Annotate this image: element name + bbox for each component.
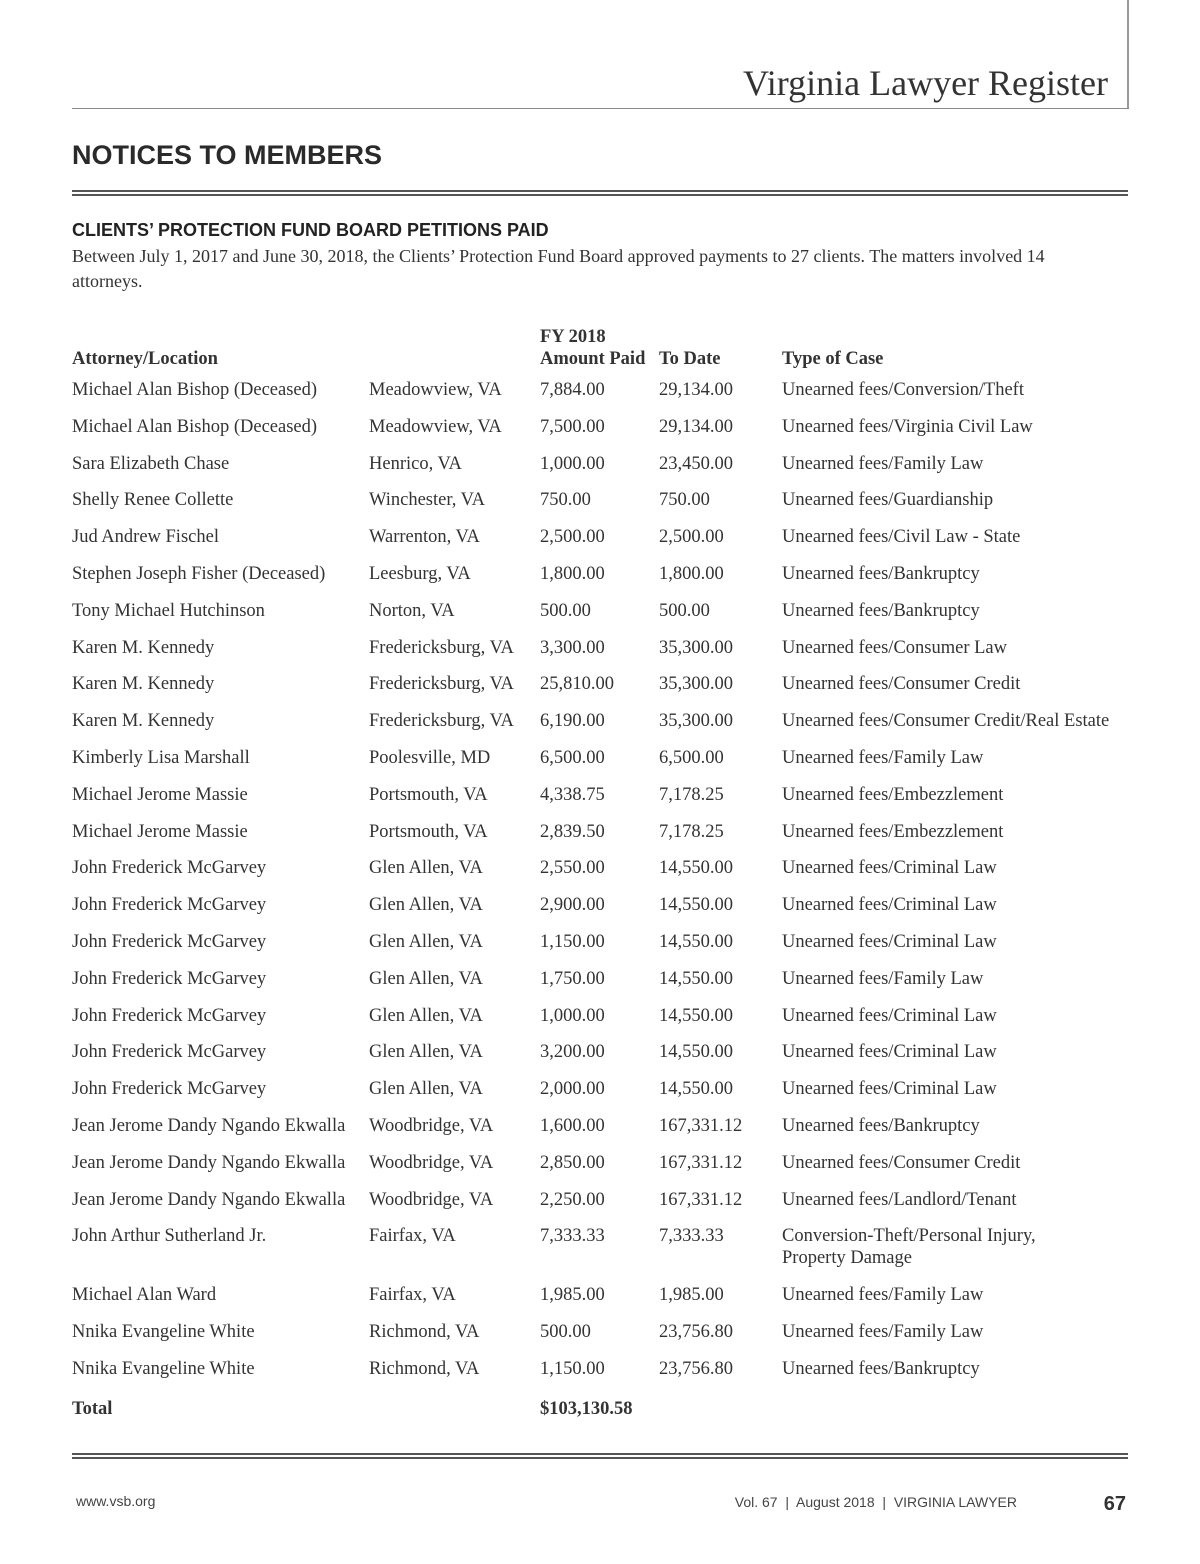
- cell-type: Unearned fees/Civil Law - State: [782, 527, 1021, 548]
- table-row: [72, 814, 1127, 851]
- cell-location: Richmond, VA: [369, 1358, 480, 1379]
- cell-location: Glen Allen, VA: [369, 968, 483, 989]
- cell-attorney: Michael Alan Bishop (Deceased): [72, 416, 318, 437]
- cell-amount: 2,250.00: [540, 1189, 605, 1210]
- cell-attorney: Jean Jerome Dandy Ngando Ekwalla: [72, 1189, 346, 1210]
- cell-type: Unearned fees/Family Law: [782, 1322, 984, 1343]
- cell-amount: 1,985.00: [540, 1285, 605, 1306]
- table-row: [72, 998, 1127, 1035]
- cell-location: Woodbridge, VA: [369, 1152, 494, 1173]
- cell-type: Unearned fees/Criminal Law: [782, 895, 997, 916]
- table-row: [72, 556, 1127, 593]
- table-header-row: [72, 322, 1127, 372]
- table-row: [72, 519, 1127, 556]
- cell-type: Unearned fees/Bankruptcy: [782, 1115, 980, 1136]
- cell-amount: 500.00: [540, 1322, 591, 1343]
- total-label: Total: [72, 1398, 113, 1419]
- total-row: [72, 1388, 1127, 1425]
- cell-amount: 2,550.00: [540, 858, 605, 879]
- cell-location: Winchester, VA: [369, 490, 486, 511]
- header-amount: [540, 322, 659, 372]
- cell-attorney: Kimberly Lisa Marshall: [72, 747, 250, 768]
- cell-attorney: John Frederick McGarvey: [72, 858, 267, 879]
- cell-to-date: 1,800.00: [659, 563, 724, 584]
- cell-type: Unearned fees/Guardianship: [782, 490, 994, 511]
- cell-to-date: 14,550.00: [659, 858, 733, 879]
- cell-type: Unearned fees/Family Law: [782, 968, 984, 989]
- cell-to-date: 7,178.25: [659, 821, 724, 842]
- cell-type: Unearned fees/Conversion/Theft: [782, 380, 1024, 400]
- table-row: [72, 1277, 1127, 1314]
- cell-amount: 2,000.00: [540, 1079, 605, 1100]
- masthead-rule: [72, 108, 1129, 109]
- table-row: [72, 1145, 1127, 1182]
- total-amount: $103,130.58: [540, 1398, 633, 1419]
- cell-attorney: Nnika Evangeline White: [72, 1358, 255, 1379]
- cell-to-date: 167,331.12: [659, 1115, 743, 1136]
- cell-attorney: John Frederick McGarvey: [72, 968, 267, 989]
- cell-attorney: Michael Alan Bishop (Deceased): [72, 380, 318, 400]
- cell-location: Glen Allen, VA: [369, 1005, 483, 1026]
- cell-attorney: John Frederick McGarvey: [72, 1079, 267, 1100]
- cell-type: Unearned fees/Bankruptcy: [782, 1358, 980, 1379]
- cell-type: Unearned fees/Criminal Law: [782, 1042, 997, 1063]
- header-to-date: To Date: [659, 349, 721, 369]
- cell-attorney: Shelly Renee Collette: [72, 490, 234, 511]
- total-empty-3: [782, 1388, 1127, 1425]
- cell-amount: 1,750.00: [540, 968, 605, 989]
- header-attorney: Attorney/Location: [72, 349, 218, 369]
- cell-amount: 2,900.00: [540, 895, 605, 916]
- cell-amount: 750.00: [540, 490, 591, 511]
- table-row: [72, 372, 1127, 409]
- cell-type: [782, 1218, 1127, 1277]
- cell-amount: 2,839.50: [540, 821, 605, 842]
- cell-amount: 2,850.00: [540, 1152, 605, 1173]
- cell-amount: 1,600.00: [540, 1115, 605, 1136]
- cell-location: Woodbridge, VA: [369, 1115, 494, 1136]
- cell-amount: 2,500.00: [540, 527, 605, 548]
- table-row: [72, 1182, 1127, 1219]
- cell-attorney: Tony Michael Hutchinson: [72, 600, 265, 621]
- cell-amount: 25,810.00: [540, 674, 614, 695]
- table-row: [72, 409, 1127, 446]
- table-row: [72, 1071, 1127, 1108]
- cell-attorney: Stephen Joseph Fisher (Deceased): [72, 563, 326, 584]
- petitions-table: [72, 322, 1127, 1425]
- cell-to-date: 500.00: [659, 600, 710, 621]
- cell-location: Glen Allen, VA: [369, 1079, 483, 1100]
- cell-type: Unearned fees/Criminal Law: [782, 858, 997, 879]
- cell-location: Woodbridge, VA: [369, 1189, 494, 1210]
- section-title: NOTICES TO MEMBERS: [72, 140, 383, 170]
- cell-type: Unearned fees/Landlord/Tenant: [782, 1189, 1017, 1210]
- cell-location: Warrenton, VA: [369, 527, 480, 548]
- cell-attorney: Jud Andrew Fischel: [72, 527, 219, 548]
- cell-type: Unearned fees/Family Law: [782, 747, 984, 768]
- cell-type: Unearned fees/Criminal Law: [782, 1005, 997, 1026]
- cell-to-date: 14,550.00: [659, 1042, 733, 1063]
- table-row: [72, 666, 1127, 703]
- cell-amount: 1,150.00: [540, 1358, 605, 1379]
- cell-type: Unearned fees/Embezzlement: [782, 784, 1004, 805]
- cell-attorney: Jean Jerome Dandy Ngando Ekwalla: [72, 1152, 346, 1173]
- cell-location: Poolesville, MD: [369, 747, 491, 768]
- table-row: [72, 703, 1127, 740]
- cell-to-date: 7,178.25: [659, 784, 724, 805]
- cell-attorney: Jean Jerome Dandy Ngando Ekwalla: [72, 1115, 346, 1136]
- table-row: [72, 740, 1127, 777]
- cell-attorney: Karen M. Kennedy: [72, 674, 215, 695]
- cell-type-line2: Property Damage: [782, 1248, 912, 1269]
- cell-location: Meadowview, VA: [369, 380, 502, 400]
- cell-to-date: 35,300.00: [659, 637, 733, 658]
- cell-to-date: 7,333.33: [659, 1226, 724, 1247]
- cell-location: Henrico, VA: [369, 453, 462, 474]
- cell-type: Unearned fees/Family Law: [782, 1285, 984, 1306]
- cell-type-line1: Conversion-Theft/Personal Injury,: [782, 1226, 1036, 1247]
- cell-amount: 3,200.00: [540, 1042, 605, 1063]
- cell-to-date: 1,985.00: [659, 1285, 724, 1306]
- cell-to-date: 14,550.00: [659, 1005, 733, 1026]
- cell-attorney: John Frederick McGarvey: [72, 931, 267, 952]
- cell-amount: 7,333.33: [540, 1226, 605, 1247]
- cell-location: Portsmouth, VA: [369, 784, 488, 805]
- page-number: 67: [1103, 1493, 1126, 1515]
- table-row: [72, 630, 1127, 667]
- cell-amount: 3,300.00: [540, 637, 605, 658]
- cell-location: Glen Allen, VA: [369, 858, 483, 879]
- cell-attorney: John Frederick McGarvey: [72, 1005, 267, 1026]
- cell-attorney: Karen M. Kennedy: [72, 637, 215, 658]
- table-row: [72, 1314, 1127, 1351]
- cell-to-date: 14,550.00: [659, 895, 733, 916]
- header-vertical-rule: [1127, 0, 1129, 108]
- cell-location: Fredericksburg, VA: [369, 637, 514, 658]
- masthead-title: Virginia Lawyer Register: [742, 63, 1108, 103]
- cell-attorney: Michael Jerome Massie: [72, 784, 248, 805]
- cell-type: Unearned fees/Bankruptcy: [782, 600, 980, 621]
- cell-attorney: Sara Elizabeth Chase: [72, 453, 230, 474]
- table-row: [72, 961, 1127, 998]
- cell-type: Unearned fees/Family Law: [782, 453, 984, 474]
- header-amount-line1: FY 2018: [540, 327, 606, 347]
- table-body: [72, 372, 1127, 1425]
- cell-attorney: John Arthur Sutherland Jr.: [72, 1226, 267, 1247]
- intro-paragraph: Between July 1, 2017 and June 30, 2018, the Clients’ Protection Fund Board approved payments to 27 clients. The matters involved 14 attorneys.: [72, 246, 1045, 291]
- cell-amount: 1,800.00: [540, 563, 605, 584]
- article-subhead: CLIENTS’ PROTECTION FUND BOARD PETITIONS PAID: [72, 220, 549, 240]
- total-empty: [369, 1388, 540, 1425]
- header-amount-line2: Amount Paid: [540, 349, 646, 369]
- cell-amount: 1,000.00: [540, 453, 605, 474]
- cell-type: Unearned fees/Criminal Law: [782, 931, 997, 952]
- cell-amount: 1,150.00: [540, 931, 605, 952]
- cell-to-date: 29,134.00: [659, 416, 733, 437]
- table-row: [72, 482, 1127, 519]
- cell-to-date: 23,450.00: [659, 453, 733, 474]
- table-row: [72, 924, 1127, 961]
- table-row: [72, 777, 1127, 814]
- footer-url: www.vsb.org: [76, 1493, 156, 1509]
- cell-amount: 1,000.00: [540, 1005, 605, 1026]
- cell-to-date: 14,550.00: [659, 1079, 733, 1100]
- header-type: Type of Case: [782, 349, 884, 369]
- cell-location: Fredericksburg, VA: [369, 674, 514, 695]
- cell-type: Unearned fees/Consumer Credit/Real Estate: [782, 711, 1110, 732]
- cell-location: Fredericksburg, VA: [369, 711, 514, 732]
- cell-to-date: 23,756.80: [659, 1358, 733, 1379]
- cell-to-date: 14,550.00: [659, 968, 733, 989]
- cell-type: Unearned fees/Criminal Law: [782, 1079, 997, 1100]
- cell-attorney: Nnika Evangeline White: [72, 1322, 255, 1343]
- cell-location: Richmond, VA: [369, 1322, 480, 1343]
- cell-to-date: 167,331.12: [659, 1189, 743, 1210]
- cell-to-date: 14,550.00: [659, 931, 733, 952]
- cell-attorney: John Frederick McGarvey: [72, 895, 267, 916]
- cell-to-date: 29,134.00: [659, 380, 733, 400]
- cell-to-date: 750.00: [659, 490, 710, 511]
- cell-location: Leesburg, VA: [369, 563, 471, 584]
- cell-location: Glen Allen, VA: [369, 895, 483, 916]
- cell-amount: 4,338.75: [540, 784, 605, 805]
- top-double-rule: [72, 190, 1128, 196]
- cell-location: Norton, VA: [369, 600, 455, 621]
- cell-location: Glen Allen, VA: [369, 1042, 483, 1063]
- table-row: [72, 446, 1127, 483]
- cell-location: Glen Allen, VA: [369, 931, 483, 952]
- cell-location: Meadowview, VA: [369, 416, 502, 437]
- bottom-double-rule: [72, 1453, 1128, 1459]
- cell-to-date: 23,756.80: [659, 1322, 733, 1343]
- table-row: [72, 1218, 1127, 1277]
- table-row: [72, 887, 1127, 924]
- header-location: [369, 322, 540, 372]
- table-row: [72, 850, 1127, 887]
- cell-attorney: John Frederick McGarvey: [72, 1042, 267, 1063]
- cell-location: Portsmouth, VA: [369, 821, 488, 842]
- cell-type: Unearned fees/Consumer Credit: [782, 1152, 1021, 1173]
- cell-amount: 500.00: [540, 600, 591, 621]
- cell-type: Unearned fees/Consumer Law: [782, 637, 1007, 658]
- cell-to-date: 2,500.00: [659, 527, 724, 548]
- cell-location: Fairfax, VA: [369, 1226, 456, 1247]
- cell-to-date: 35,300.00: [659, 711, 733, 732]
- cell-type: Unearned fees/Bankruptcy: [782, 563, 980, 584]
- cell-type: Unearned fees/Virginia Civil Law: [782, 416, 1033, 437]
- table-row: [72, 1108, 1127, 1145]
- cell-attorney: Michael Alan Ward: [72, 1285, 217, 1306]
- cell-amount: 6,190.00: [540, 711, 605, 732]
- total-empty-2: [659, 1388, 782, 1425]
- table-row: [72, 593, 1127, 630]
- cell-amount: 6,500.00: [540, 747, 605, 768]
- cell-location: Fairfax, VA: [369, 1285, 456, 1306]
- cell-type: Unearned fees/Embezzlement: [782, 821, 1004, 842]
- cell-attorney: Michael Jerome Massie: [72, 821, 248, 842]
- table-row: [72, 1034, 1127, 1071]
- table-row: [72, 1351, 1127, 1388]
- cell-to-date: 167,331.12: [659, 1152, 743, 1173]
- cell-type: Unearned fees/Consumer Credit: [782, 674, 1021, 695]
- cell-to-date: 35,300.00: [659, 674, 733, 695]
- cell-to-date: 6,500.00: [659, 747, 724, 768]
- cell-attorney: Karen M. Kennedy: [72, 711, 215, 732]
- footer-issue: Vol. 67 | August 2018 | VIRGINIA LAWYER: [734, 1494, 1017, 1510]
- cell-amount: 7,500.00: [540, 416, 605, 437]
- cell-amount: 7,884.00: [540, 380, 605, 400]
